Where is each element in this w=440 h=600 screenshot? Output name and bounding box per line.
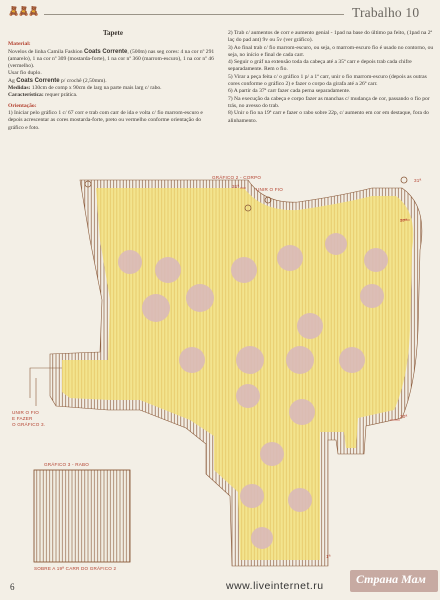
spot xyxy=(364,248,388,272)
chart-2-note: UNIR O FIO xyxy=(256,187,284,192)
spot xyxy=(297,313,323,339)
step-2: 2) Trab c/ aumentos de corr e aumento genial - 1pad na base do último pa feito, (1pad na 2ª laç do pad ant) 9v ou 5v (ver gráfico). xyxy=(228,30,433,44)
spot xyxy=(236,384,260,408)
row-label-top: 31ª xyxy=(232,184,240,189)
material-text-3: Usar fio duplo. xyxy=(8,70,42,77)
caracteristica-label: Característica: xyxy=(8,92,44,99)
needle-prefix: Ag xyxy=(8,77,15,84)
brand-name: Coats Corrente xyxy=(83,48,128,55)
row-label-mid: 31ª xyxy=(414,178,422,183)
caracteristica-text: requer prática. xyxy=(43,92,78,99)
step-8: 8) Unir o fio na 19ª carr e fazer o rabo sobre 22p, c/ aumento em cor em destaque, fora do alinhamento. xyxy=(228,110,429,124)
spot xyxy=(240,484,264,508)
bear-logo-icon: 🧸🧸🧸 xyxy=(8,6,39,16)
step-3: 3) Ao final trab c/ fio marrom-escuro, ou seja, o marrom-escuro fio é usado no contorno, ou seja, no início e final de cada carr. xyxy=(228,44,434,58)
spot xyxy=(286,346,314,374)
left-note-line-3: O GRÁFICO 3. xyxy=(12,422,46,427)
step-1: 1) Iniciar pelo gráfico 1 c/ 67 corr e trab com carr de ida e volta c/ fio marrom-escuro e depois acrescentar as cores mostarda-forte, preto ou vermelho conforme orientação do gráfico e foto. xyxy=(8,109,203,131)
page-number: 6 xyxy=(10,582,15,592)
spot xyxy=(142,294,170,322)
chain-marker xyxy=(401,177,407,183)
medidas-label: Medidas: xyxy=(8,85,31,92)
spot xyxy=(236,346,264,374)
spot xyxy=(155,257,181,283)
row-label-37: 37ª xyxy=(400,218,408,223)
spot xyxy=(277,245,303,271)
footer-url[interactable]: www.liveinternet.ru xyxy=(226,580,324,592)
page-title: Trabalho 10 xyxy=(352,5,420,20)
chart-3-tail-diagram xyxy=(34,470,130,562)
chart-2-title: GRÁFICO 2 - CORPO xyxy=(212,175,262,180)
pattern-title: Tapete xyxy=(103,29,123,37)
spot xyxy=(179,347,205,373)
spot xyxy=(186,284,214,312)
spot xyxy=(231,257,257,283)
left-note-line-2: E FAZER xyxy=(12,416,33,421)
material-text-1: Novelos de linha Camila Fashion xyxy=(8,48,83,55)
spot xyxy=(118,250,142,274)
spot xyxy=(260,442,284,466)
watermark-text: Страна Мам xyxy=(356,572,426,586)
material-text-2: , (500m) nas seg cores: 4 na cor nº 291 (amarelo), 1 na cor nº 309 (mostarda-forte), 1 na cor nº 360 (marrom-escuro), 1 na cor nº 46 (vermelho). xyxy=(8,48,215,70)
row-label-1: 1ª xyxy=(326,554,331,559)
orientacao-heading: Orientação: xyxy=(8,102,37,109)
left-note xyxy=(12,410,45,428)
step-4: 4) Seguir o gráf na extensão toda da cabeça até a 35ª carr e depois trab cada chifre separadamente. Rem o fio. xyxy=(228,59,412,73)
spot xyxy=(288,488,312,512)
step-7: 7) Na execução da cabeça e corpo fazer as manchas c/ mudança de cor, passando o fio por trás, no avesso do trab. xyxy=(228,95,430,109)
spot xyxy=(289,399,315,425)
row-label-20: 20ª xyxy=(400,414,408,419)
step-6: 6) A partir da 37ª carr fazer cada perna separadamente. xyxy=(228,88,351,95)
chart-3-title: GRÁFICO 3 - RABO xyxy=(44,462,90,467)
spot xyxy=(339,347,365,373)
spot xyxy=(325,233,347,255)
medidas-text: 130cm de comp x 90cm de larg na parte mais larg c/ rabo. xyxy=(30,85,162,92)
spot xyxy=(251,527,273,549)
brand-name-2: Coats Corrente xyxy=(16,77,60,84)
chart-3-note: SOBRE A 19ª CARR DO GRÁFICO 2 xyxy=(34,566,117,571)
spot xyxy=(360,284,384,308)
left-note-line-1: UNIR O FIO xyxy=(12,410,40,415)
needle-suffix: p/ crochê (2,50mm). xyxy=(59,77,107,84)
step-5: 5) Virar a peça feita c/ o gráfico 1 p/ a 1ª carr, unir o fio marrom-escuro (depois as outras cores conforme o gráfico 2) e fazer o corpo da girafa até a 26ª carr. xyxy=(228,73,427,88)
material-heading: Material: xyxy=(8,41,31,48)
